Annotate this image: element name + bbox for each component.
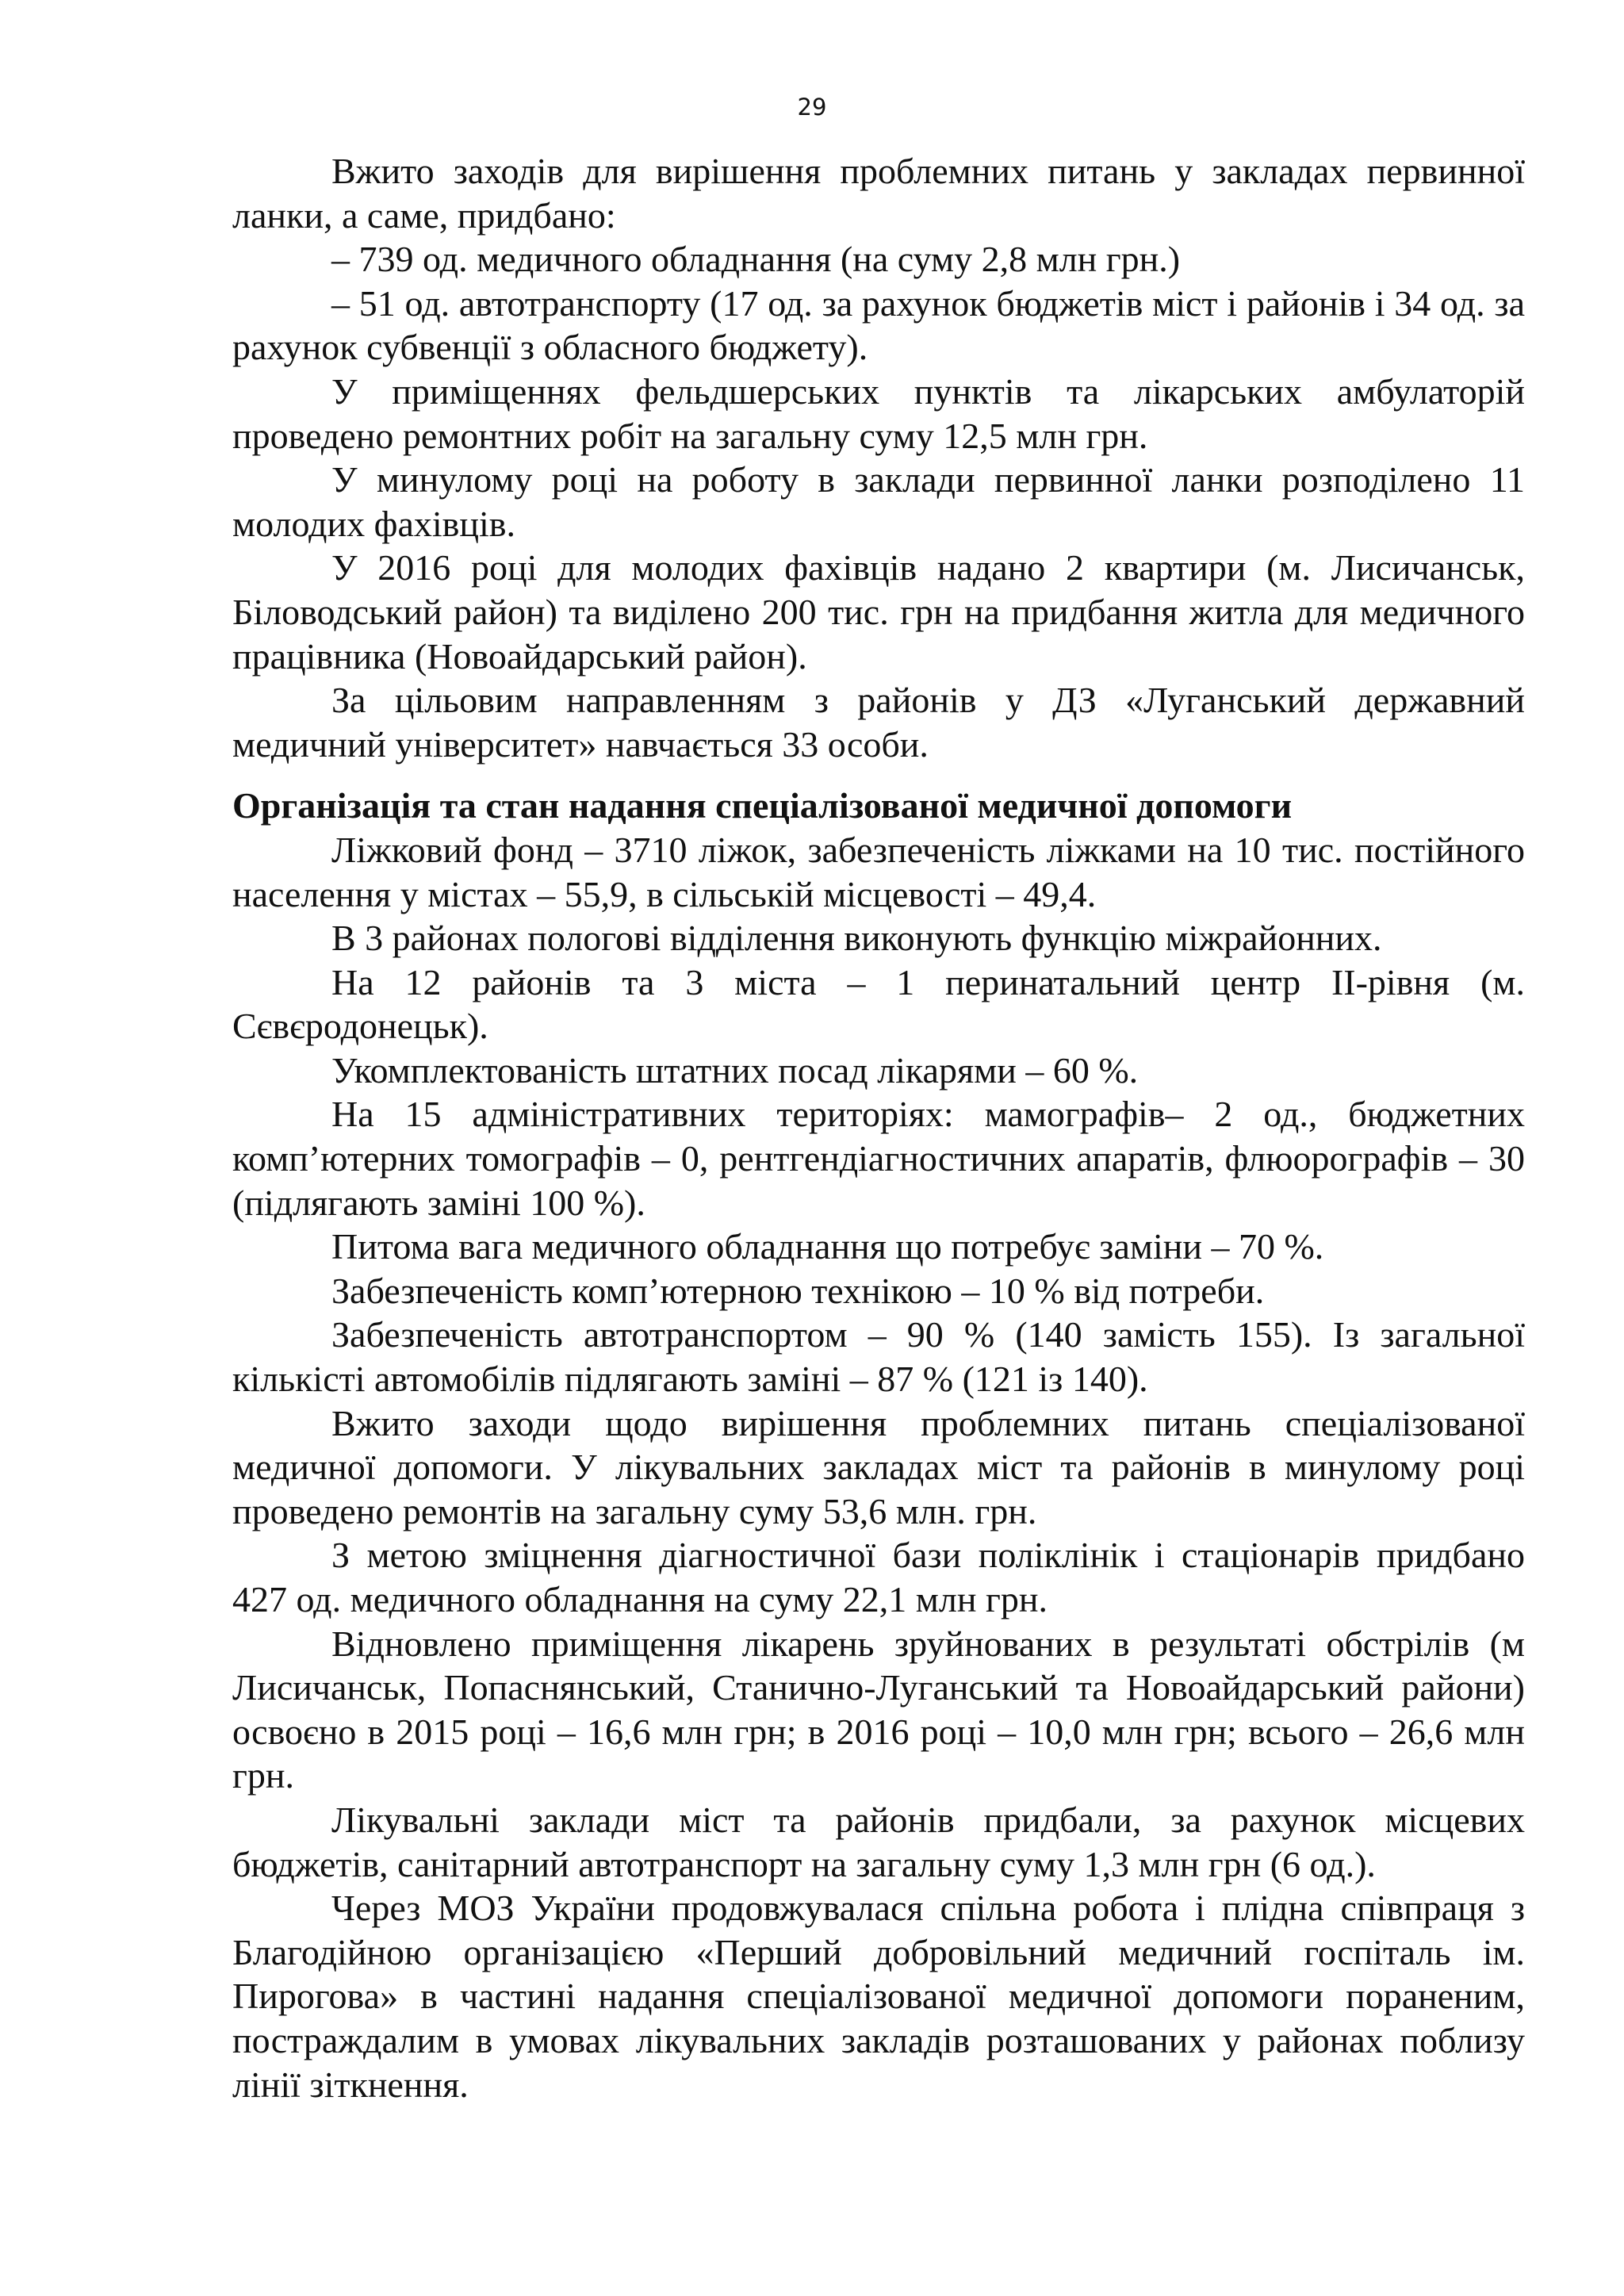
paragraph: З метою зміцнення діагностичної бази поліклінік і стаціонарів придбано 427 од. медичного обладнання на суму 22,1 млн грн.	[232, 1535, 1525, 1619]
paragraph: За цільовим направленням з районів у ДЗ «Луганський державний медичний університет» навчається 33 особи.	[232, 680, 1525, 765]
document-body	[232, 149, 1525, 2106]
paragraph: У 2016 році для молодих фахівців надано 2 квартири (м. Лисичанськ, Біловодський район) та виділено 200 тис. грн на придбання житла для медичного працівника (Новоайдарський район).	[232, 547, 1525, 677]
section-heading: Організація та стан надання спеціалізованої медичної допомоги	[232, 785, 1293, 826]
paragraph: Укомплектованість штатних посад лікарями – 60 %.	[331, 1049, 1139, 1091]
list-item: – 739 од. медичного обладнання (на суму 2,8 млн грн.)	[331, 239, 1181, 280]
paragraph: Вжито заходів для вирішення проблемних питань у закладах первинної ланки, а саме, придбано:	[232, 151, 1525, 236]
paragraph: Питома вага медичного обладнання що потребує заміни – 70 %.	[331, 1226, 1324, 1267]
paragraph: На 15 адміністративних територіях: мамографів– 2 од., бюджетних комп’ютерних томографів – 0, рентгендіагностичних апаратів, флюорографів – 30 (підлягають заміні 100 %).	[232, 1094, 1525, 1223]
paragraph: Забезпеченість автотранспортом – 90 % (140 замість 155). Із загальної кількісті автомобілів підлягають заміні – 87 % (121 із 140).	[232, 1314, 1525, 1400]
paragraph: На 12 районів та 3 міста – 1 перинатальний центр ІІ-рівня (м. Сєвєродонецьк).	[232, 961, 1525, 1047]
paragraph: У приміщеннях фельдшерських пунктів та лікарських амбулаторій проведено ремонтних робіт на загальну суму 12,5 млн грн.	[232, 370, 1525, 456]
page-number: 29	[797, 94, 827, 121]
list-item: – 51 од. автотранспорту (17 од. за рахунок бюджетів міст і районів і 34 од. за рахунок субвенції з обласного бюджету).	[232, 282, 1525, 368]
paragraph: Забезпеченість комп’ютерною технікою – 10 % від потреби.	[331, 1270, 1265, 1311]
paragraph: Вжито заходи щодо вирішення проблемних питань спеціалізованої медичної допомоги. У лікувальних закладах міст та районів в минулому році проведено ремонтів на загальну суму 53,6 млн. грн.	[232, 1402, 1525, 1531]
paragraph: Відновлено приміщення лікарень зруйнованих в результаті обстрілів (м Лисичанськ, Попаснянський, Станично-Луганський та Новоайдарський райони) освоєно в 2015 році – 16,6 млн грн; в 2016 році – 10,0 млн грн; всього – 26,6 млн грн.	[232, 1623, 1525, 1796]
paragraph: Через МОЗ України продовжувалася спільна робота і плідна співпраця з Благодійною організацією «Перший добровільний медичний госпіталь ім. Пирогова» в частині надання спеціалізованої медичної допомоги пораненим, постраждалим в умовах лікувальних закладів розташованих у районах поблизу лінії зіткнення.	[232, 1888, 1525, 2105]
paragraph: У минулому році на роботу в заклади первинної ланки розподілено 11 молодих фахівців.	[232, 459, 1525, 544]
paragraph: Ліжковий фонд – 3710 ліжок, забезпеченість ліжками на 10 тис. постійного населення у містах – 55,9, в сільській місцевості – 49,4.	[232, 829, 1525, 914]
paragraph: В 3 районах пологові відділення виконують функцію міжрайонних.	[331, 918, 1382, 959]
paragraph: Лікувальні заклади міст та районів придбали, за рахунок місцевих бюджетів, санітарний автотранспорт на загальну суму 1,3 млн грн (6 од.).	[232, 1799, 1525, 1884]
